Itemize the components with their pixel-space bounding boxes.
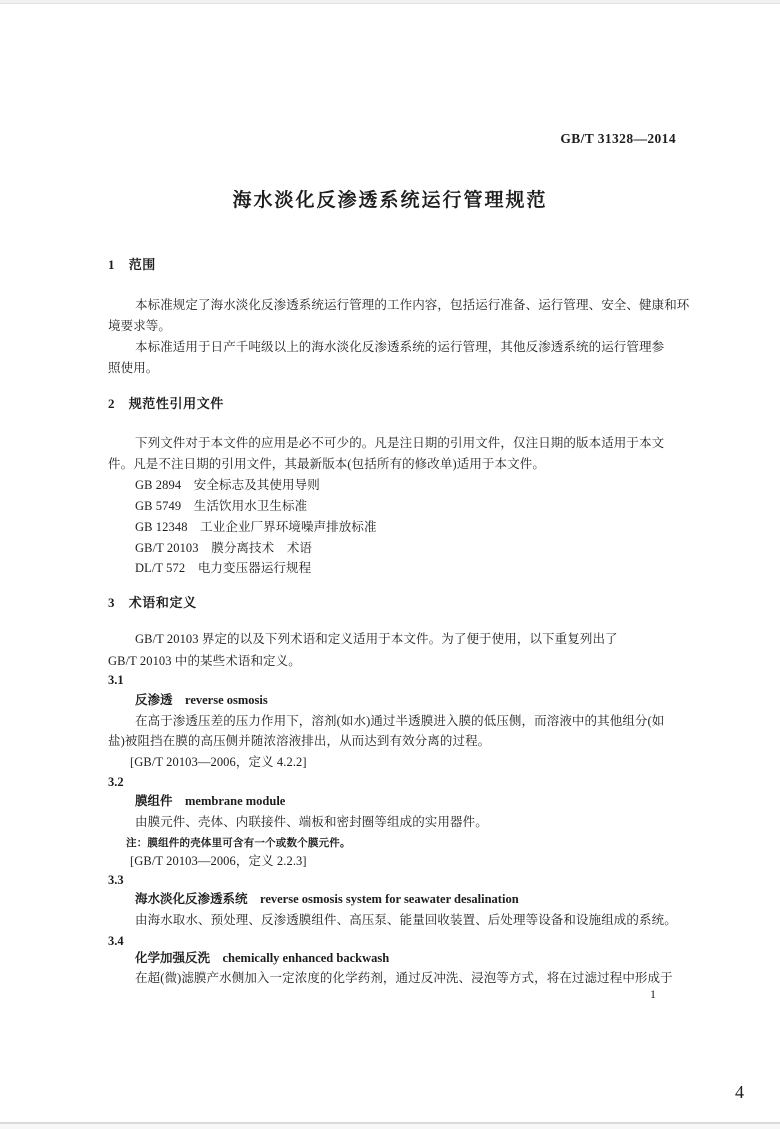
term-title: 化学加强反洗 chemically enhanced backwash xyxy=(135,951,390,965)
term-definition-line: 在高于渗透压差的压力作用下，溶剂(如水)通过半透膜进入膜的低压侧，而溶液中的其他组分(如 xyxy=(135,714,665,728)
page-top-edge xyxy=(0,0,780,4)
term-definition-line: 由膜元件、壳体、内联接件、端板和密封圈等组成的实用器件。 xyxy=(135,815,488,829)
reference-item: GB 2894 安全标志及其使用导则 xyxy=(135,478,320,492)
term-number: 3.4 xyxy=(108,934,124,948)
term-title: 反渗透 reverse osmosis xyxy=(135,693,268,707)
section-1-paragraph-line: 照使用。 xyxy=(108,361,159,375)
term-number: 3.3 xyxy=(108,873,124,887)
section-3-heading: 3 术语和定义 xyxy=(108,595,197,610)
section-1-paragraph-line: 本标准规定了海水淡化反渗透系统运行管理的工作内容，包括运行准备、运行管理、安全、健康和环 xyxy=(135,298,690,312)
reference-item: GB/T 20103 膜分离技术 术语 xyxy=(135,541,313,555)
section-1-heading: 1 范围 xyxy=(108,257,156,272)
reference-item: GB 12348 工业企业厂界环境噪声排放标准 xyxy=(135,520,377,534)
section-3-intro-line: GB/T 20103 界定的以及下列术语和定义适用于本文件。为了便于使用，以下重复列出了 xyxy=(135,632,618,646)
term-note: 注：膜组件的壳体里可含有一个或数个膜元件。 xyxy=(126,838,351,849)
section-2-paragraph-line: 件。凡是不注日期的引用文件，其最新版本(包括所有的修改单)适用于本文件。 xyxy=(108,457,545,471)
term-title: 海水淡化反渗透系统 reverse osmosis system for seawater desalination xyxy=(135,892,519,906)
term-number: 3.1 xyxy=(108,673,124,687)
page-bottom-margin xyxy=(0,1124,780,1129)
document-page-number: 1 xyxy=(650,987,656,1001)
corner-page-number: 4 xyxy=(735,1082,744,1102)
term-source: [GB/T 20103—2006，定义 2.2.3] xyxy=(130,854,307,868)
section-1-paragraph-line: 境要求等。 xyxy=(108,319,172,333)
term-number: 3.2 xyxy=(108,775,124,789)
section-2-paragraph-line: 下列文件对于本文件的应用是必不可少的。凡是注日期的引用文件，仅注日期的版本适用于本文 xyxy=(135,436,665,450)
reference-item: DL/T 572 电力变压器运行规程 xyxy=(135,561,312,575)
term-definition-line: 盐)被阻挡在膜的高压侧并随浓溶液排出，从而达到有效分离的过程。 xyxy=(108,734,491,748)
section-1-paragraph-line: 本标准适用于日产千吨级以上的海水淡化反渗透系统的运行管理，其他反渗透系统的运行管理参 xyxy=(135,340,665,354)
section-3-intro-line: GB/T 20103 中的某些术语和定义。 xyxy=(108,654,301,668)
document-title: 海水淡化反渗透系统运行管理规范 xyxy=(232,190,548,211)
term-definition-line: 由海水取水、预处理、反渗透膜组件、高压泵、能量回收装置、后处理等设备和设施组成的系统。 xyxy=(135,913,677,927)
section-2-heading: 2 规范性引用文件 xyxy=(108,396,224,411)
term-source: [GB/T 20103—2006，定义 4.2.2] xyxy=(130,755,307,769)
term-title: 膜组件 membrane module xyxy=(135,794,286,808)
reference-item: GB 5749 生活饮用水卫生标准 xyxy=(135,499,308,513)
standard-number: GB/T 31328—2014 xyxy=(560,131,676,146)
term-definition-line: 在超(微)滤膜产水侧加入一定浓度的化学药剂，通过反冲洗、浸泡等方式，将在过滤过程中形成于 xyxy=(135,971,673,985)
